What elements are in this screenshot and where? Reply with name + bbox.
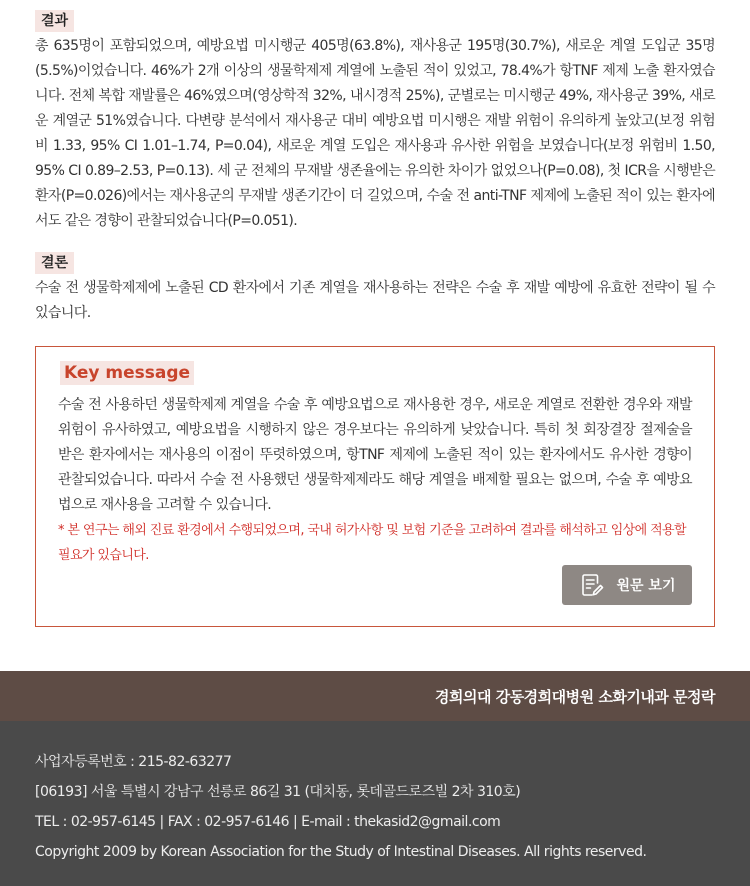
key-message-box xyxy=(35,346,715,627)
key-message-text: 수술 전 사용하던 생물학제제 계열을 수술 후 예방요법으로 재사용한 경우, 새로운 계열로 전환한 경우와 재발 위험이 유사하였고, 예방요법을 시행하지 않은 경우보다는 유의하게 낮았습니다. 특히 첫 회장결장 절제술을 받은 환자에서는 재사용의 이점이 뚜렷하였으며, 항TNF 제제에 노출된 적이 있는 환자에서도 유사한 경향이 관찰되었습니다. 따라서 수술 전 사용했던 생물학제제라도 해당 계열을 배제할 필요는 없으며, 수술 후 예방요법으로 재사용을 고려할 수 있습니다. xyxy=(58,397,692,513)
author-name: 경희의대 강동경희대병원 소화기내과 문정락 xyxy=(435,687,715,706)
address: [06193] 서울 특별시 강남구 선릉로 86길 31 (대치동, 롯데골드로즈빌 2차 310호) xyxy=(35,784,521,800)
document-pencil-icon xyxy=(579,572,605,598)
results-tag: 결과 xyxy=(35,10,74,32)
view-original-button[interactable] xyxy=(562,565,692,605)
key-message-note: * 본 연구는 해외 진료 환경에서 수행되었으며, 국내 허가사항 및 보험 기준을 고려하여 결과를 해석하고 임상에 적용할 필요가 있습니다. xyxy=(58,523,686,563)
business-number: 사업자등록번호 : 215-82-63277 xyxy=(35,754,232,770)
conclusion-section xyxy=(35,252,715,326)
copyright: Copyright 2009 by Korean Association for the Study of Intestinal Diseases. All rights reserved. xyxy=(35,844,647,860)
contact-info: TEL : 02-957-6145 | FAX : 02-957-6146 | E-mail : thekasid2@gmail.com xyxy=(35,814,501,830)
author-bar xyxy=(0,671,750,721)
conclusion-text: 수술 전 생물학제제에 노출된 CD 환자에서 기존 계열을 재사용하는 전략은 수술 후 재발 예방에 유효한 전략이 될 수 있습니다. xyxy=(35,280,715,321)
conclusion-tag: 결론 xyxy=(35,252,74,274)
results-text: 총 635명이 포함되었으며, 예방요법 미시행군 405명(63.8%), 재사용군 195명(30.7%), 새로운 계열 도입군 35명(5.5%)이었습니다. 46%가 2개 이상의 생물학제제 계열에 노출된 적이 있었고, 78.4%가 항TNF 제제 노출 환자였습니다. 전체 복합 재발률은 46%였으며(영상학적 32%, 내시경적 25%), 군별로는 미시행군 49%, 재사용군 39%, 새로운 계열군 51%였습니다. 다변량 분석에서 재사용군 대비 예방요법 미시행은 재발 위험이 유의하게 높았고(보정 위험비 1.33, 95% CI 1.01–1.74, P=0.04), 새로운 계열 도입은 재사용과 유사한 위험을 보였습니다(보정 위험비 1.50, 95% CI 0.89–2.53, P=0.13). 세 군 전체의 무재발 생존율에는 유의한 차이가 없었으나(P=0.08), 첫 ICR을 시행받은 환자(P=0.026)에서는 재사용군의 무재발 생존기간이 더 길었으며, 수술 전 anti-TNF 제제에 노출된 적이 있는 환자에서도 같은 경향이 관찰되었습니다(P=0.051). xyxy=(35,38,715,229)
site-footer xyxy=(0,721,750,886)
view-original-label: 원문 보기 xyxy=(616,578,676,594)
key-message-title: Key message xyxy=(60,361,194,385)
